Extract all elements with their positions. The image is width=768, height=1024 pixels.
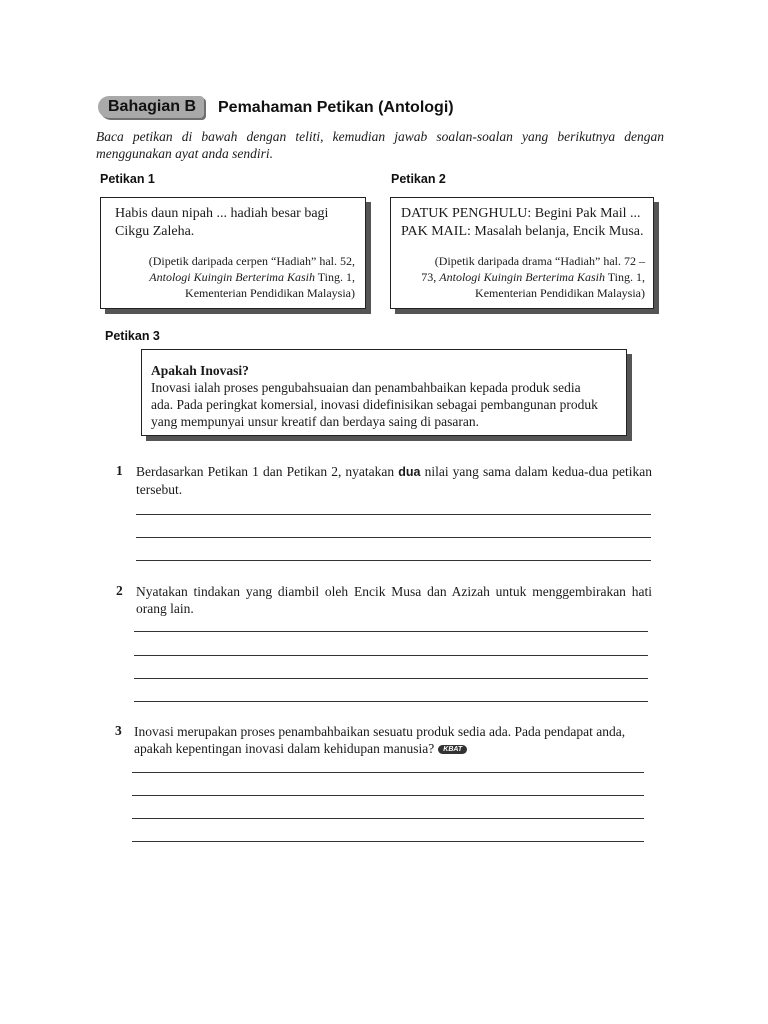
petikan-3-body-line: ada. Pada peringkat komersial, inovasi didefinisikan sebagai pembangunan produk xyxy=(151,397,598,412)
question-3-number: 3 xyxy=(115,723,122,738)
question-2-number: 2 xyxy=(116,583,123,598)
answer-line[interactable] xyxy=(132,772,644,773)
answer-line[interactable] xyxy=(136,514,651,515)
petikan-3-box xyxy=(141,349,627,436)
kbat-badge: KBAT xyxy=(438,745,467,754)
instruction-text: Baca petikan di bawah dengan teliti, kemudian jawab soalan-soalan yang berikutnya dengan menggunakan ayat anda sendiri. xyxy=(96,129,664,161)
petikan-2-excerpt-line: PAK MAIL: Masalah belanja, Encik Musa. xyxy=(401,224,644,239)
question-1-text xyxy=(136,463,652,498)
answer-line[interactable] xyxy=(136,560,651,561)
anthology-title: Antologi Kuingin Berterima Kasih xyxy=(439,270,605,284)
question-1-text-part: Berdasarkan Petikan 1 dan Petikan 2, nyatakan xyxy=(136,464,399,479)
answer-line[interactable] xyxy=(132,818,644,819)
question-3-text-part: apakah kepentingan inovasi dalam kehidupan manusia? xyxy=(134,741,435,756)
answer-line[interactable] xyxy=(134,631,648,632)
answer-line[interactable] xyxy=(134,701,648,702)
petikan-1-excerpt-line: Habis daun nipah ... hadiah besar bagi xyxy=(115,206,329,221)
anthology-grade: Ting. 1, xyxy=(604,270,645,284)
anthology-title: Antologi Kuingin Berterima Kasih xyxy=(149,270,315,284)
petikan-1-source xyxy=(115,253,355,301)
petikan-1-label: Petikan 1 xyxy=(100,172,155,186)
page-range-end: 73, xyxy=(421,270,440,284)
question-3-text xyxy=(134,723,654,757)
answer-line[interactable] xyxy=(132,841,644,842)
petikan-1-excerpt xyxy=(115,205,355,241)
petikan-2-source-line: Kementerian Pendidikan Malaysia) xyxy=(475,286,645,300)
petikan-2-source-line: (Dipetik daripada drama “Hadiah” hal. 72 – xyxy=(434,254,645,268)
question-1-emphasis: dua xyxy=(398,465,421,479)
petikan-3-body-line: Inovasi ialah proses pengubahsuaian dan penambahbaikan kepada produk sedia xyxy=(151,380,581,395)
question-3-text-line xyxy=(134,740,654,757)
petikan-1-box xyxy=(100,197,366,309)
petikan-1-source-line xyxy=(115,269,355,285)
petikan-2-box xyxy=(390,197,654,309)
anthology-grade: Ting. 1, xyxy=(314,270,355,284)
section-title: Pemahaman Petikan (Antologi) xyxy=(218,99,454,116)
petikan-3-title: Apakah Inovasi? xyxy=(151,363,249,378)
petikan-3-body-line: yang mempunyai unsur kreatif dan berdaya saing di pasaran. xyxy=(151,414,480,429)
petikan-2-excerpt xyxy=(401,205,645,241)
answer-line[interactable] xyxy=(134,655,648,656)
petikan-2-source xyxy=(401,253,645,301)
question-1-text-part: nilai yang sama dalam kedua-dua petikan tersebut. xyxy=(136,464,652,497)
petikan-2-label: Petikan 2 xyxy=(391,172,446,186)
petikan-1-source-line: Kementerian Pendidikan Malaysia) xyxy=(185,286,355,300)
petikan-2-source-line xyxy=(401,269,645,285)
petikan-1-excerpt-line: Cikgu Zaleha. xyxy=(115,224,195,239)
question-3-text-line: Inovasi merupakan proses penambahbaikan sesuatu produk sedia ada. Pada pendapat anda, xyxy=(134,724,626,739)
question-1-number: 1 xyxy=(116,463,123,478)
petikan-3-body xyxy=(151,379,618,430)
petikan-2-excerpt-line: DATUK PENGHULU: Begini Pak Mail ... xyxy=(401,206,641,221)
question-2-text: Nyatakan tindakan yang diambil oleh Encik Musa dan Azizah untuk menggembirakan hati orang lain. xyxy=(136,584,652,616)
petikan-1-source-line: (Dipetik daripada cerpen “Hadiah” hal. 52, xyxy=(148,254,355,268)
petikan-3-label: Petikan 3 xyxy=(105,329,160,343)
answer-line[interactable] xyxy=(136,537,651,538)
section-badge: Bahagian B xyxy=(98,96,204,118)
answer-line[interactable] xyxy=(132,795,644,796)
answer-line[interactable] xyxy=(134,678,648,679)
